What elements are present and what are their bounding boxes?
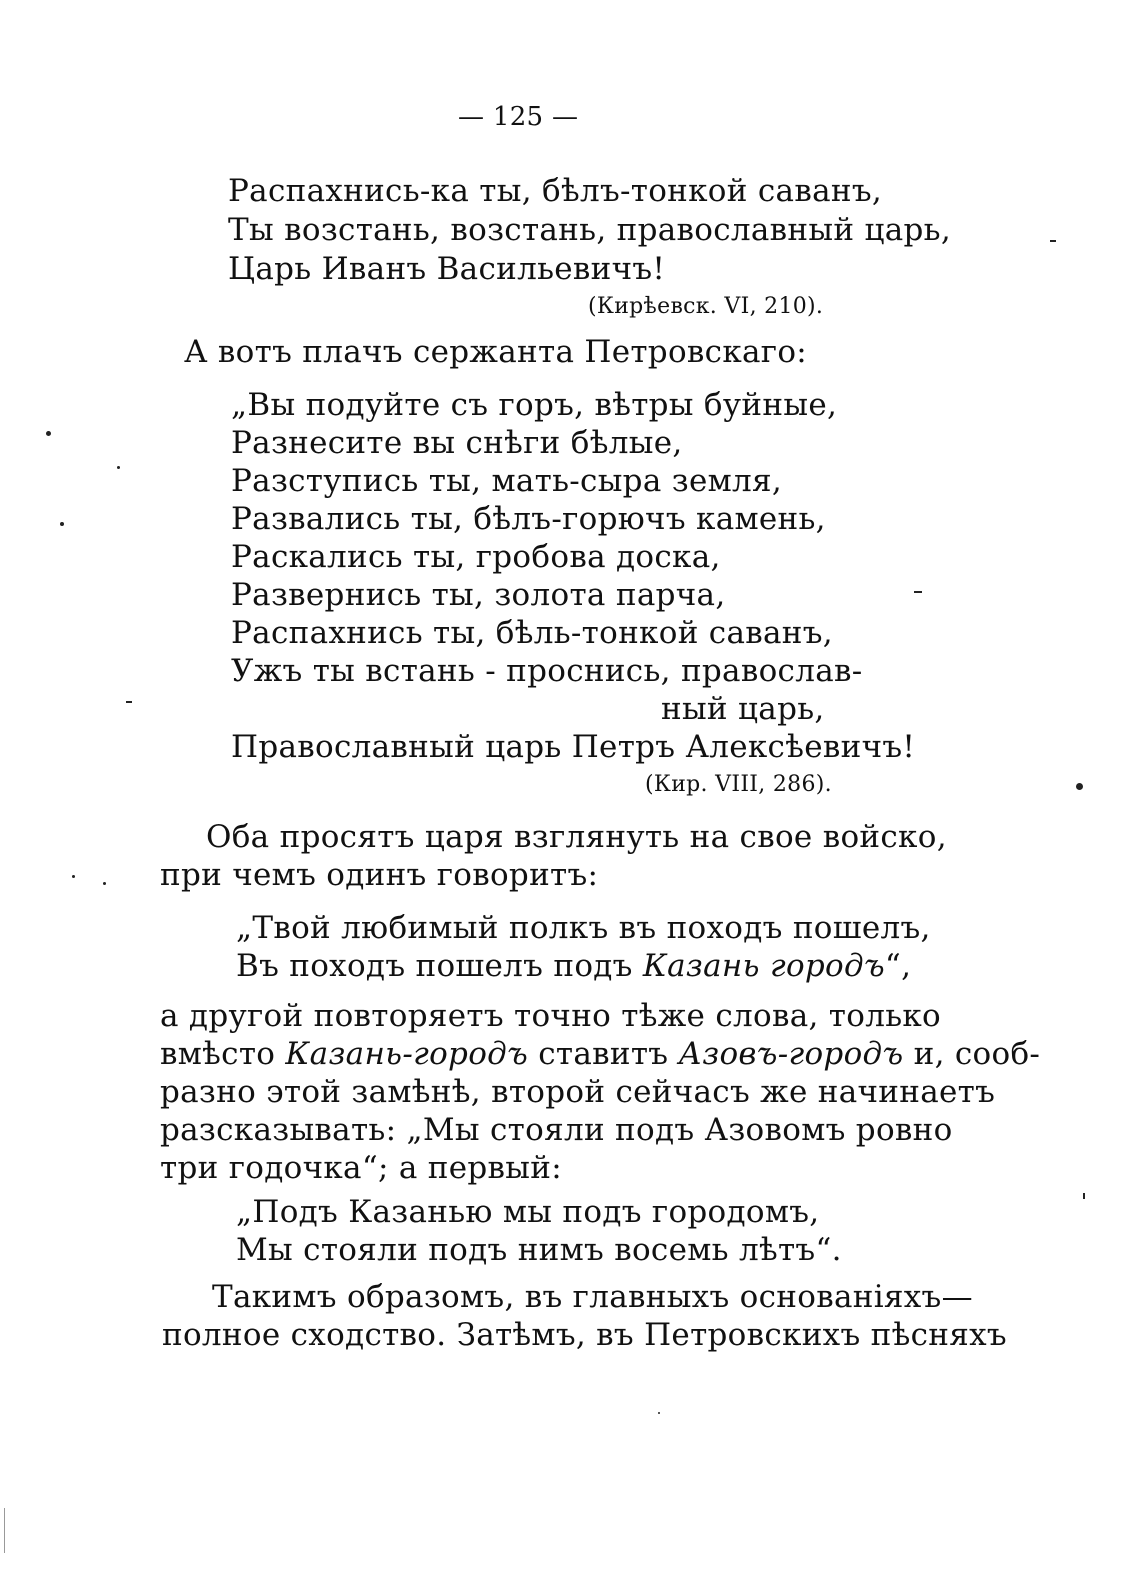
scan-edge-line [4, 1508, 5, 1553]
scan-speck [1083, 1193, 1085, 1199]
scan-speck [1050, 240, 1056, 242]
paragraph2-line-2 [160, 1035, 1041, 1073]
paragraph2-line2-italic-2: Азовъ-городъ [678, 1036, 904, 1072]
paragraph3-line-2: полное сходство. Затѣмъ, въ Петровскихъ пѣсняхъ [162, 1317, 1007, 1353]
paragraph2-line-4: разсказывать: „Мы стояли подъ Азовомъ ровно [160, 1112, 953, 1148]
scan-speck [60, 522, 64, 526]
page-number: — 125 — [458, 102, 579, 132]
scan-speck [46, 431, 51, 436]
paragraph2-line-5: три годочка“; а первый: [160, 1150, 562, 1186]
stanza2-line-3: Разступись ты, мать-сыра земля, [231, 463, 783, 499]
stanza2-citation: (Кир. VIII, 286). [645, 772, 832, 797]
stanza2-line-2: Разнесите вы снѣги бѣлые, [231, 425, 683, 461]
stanza2-line-4: Развались ты, бѣлъ-горючъ камень, [231, 501, 826, 537]
paragraph2-line2-a: вмѣсто [160, 1036, 286, 1072]
stanza3-line-2 [236, 947, 911, 985]
stanza2-line-1: „Вы подуйте съ горъ, вѣтры буйные, [231, 387, 838, 423]
scan-speck [72, 875, 75, 878]
paragraph1-line-1: Оба просятъ царя взглянуть на свое войско, [206, 819, 947, 855]
stanza1-citation: (Кирѣевск. VI, 210). [588, 294, 824, 319]
stanza1-line-2: Ты возстань, возстань, православный царь, [228, 212, 951, 248]
intro-line: А вотъ плачъ сержанта Петровскаго: [184, 334, 808, 370]
paragraph2-line-3: разно этой замѣнѣ, второй сейчасъ же начинаетъ [160, 1074, 996, 1110]
stanza3-line2-italic: Казань городъ [642, 948, 885, 984]
paragraph2-line-1: а другой повторяетъ точно тѣже слова, только [160, 998, 942, 1034]
paragraph3-line-1: Такимъ образомъ, въ главныхъ основаніяхъ— [212, 1279, 973, 1315]
stanza1-line-3: Царь Иванъ Васильевичъ! [228, 251, 666, 287]
paragraph2-line2-c: и, сооб- [903, 1036, 1041, 1072]
scan-speck [658, 1412, 660, 1414]
stanza1-line-1: Распахнись-ка ты, бѣлъ-тонкой саванъ, [228, 173, 883, 209]
stanza4-line-1: „Подъ Казанью мы подъ городомъ, [236, 1194, 820, 1230]
stanza2-line-5: Раскались ты, гробова доска, [231, 539, 721, 575]
stanza4-line-2: Мы стояли подъ нимъ восемь лѣтъ“. [236, 1232, 842, 1268]
stanza3-line-1: „Твой любимый полкъ въ походъ пошелъ, [236, 910, 931, 946]
scan-speck [914, 591, 922, 593]
stanza2-line-7: Распахнись ты, бѣль-тонкой саванъ, [231, 615, 833, 651]
paragraph2-line2-italic-1: Казань-городъ [285, 1036, 529, 1072]
scan-speck [126, 701, 132, 703]
stanza3-line2-suffix: “, [884, 948, 912, 984]
paragraph2-line2-b: ставитъ [528, 1036, 679, 1072]
stanza3-line2-prefix: Въ походъ пошелъ подъ [236, 948, 643, 984]
stanza2-line-6: Развернись ты, золота парча, [231, 577, 726, 613]
stanza2-line-9: ный царь, [661, 691, 825, 727]
stanza2-line-10: Православный царь Петръ Алексѣевичъ! [231, 729, 916, 765]
scan-speck [117, 466, 120, 469]
stanza2-line-8: Ужъ ты встань - проснись, православ- [231, 653, 863, 689]
scan-speck [1076, 783, 1083, 790]
paragraph1-line-2: при чемъ одинъ говоритъ: [160, 857, 599, 893]
scan-speck [103, 882, 106, 885]
